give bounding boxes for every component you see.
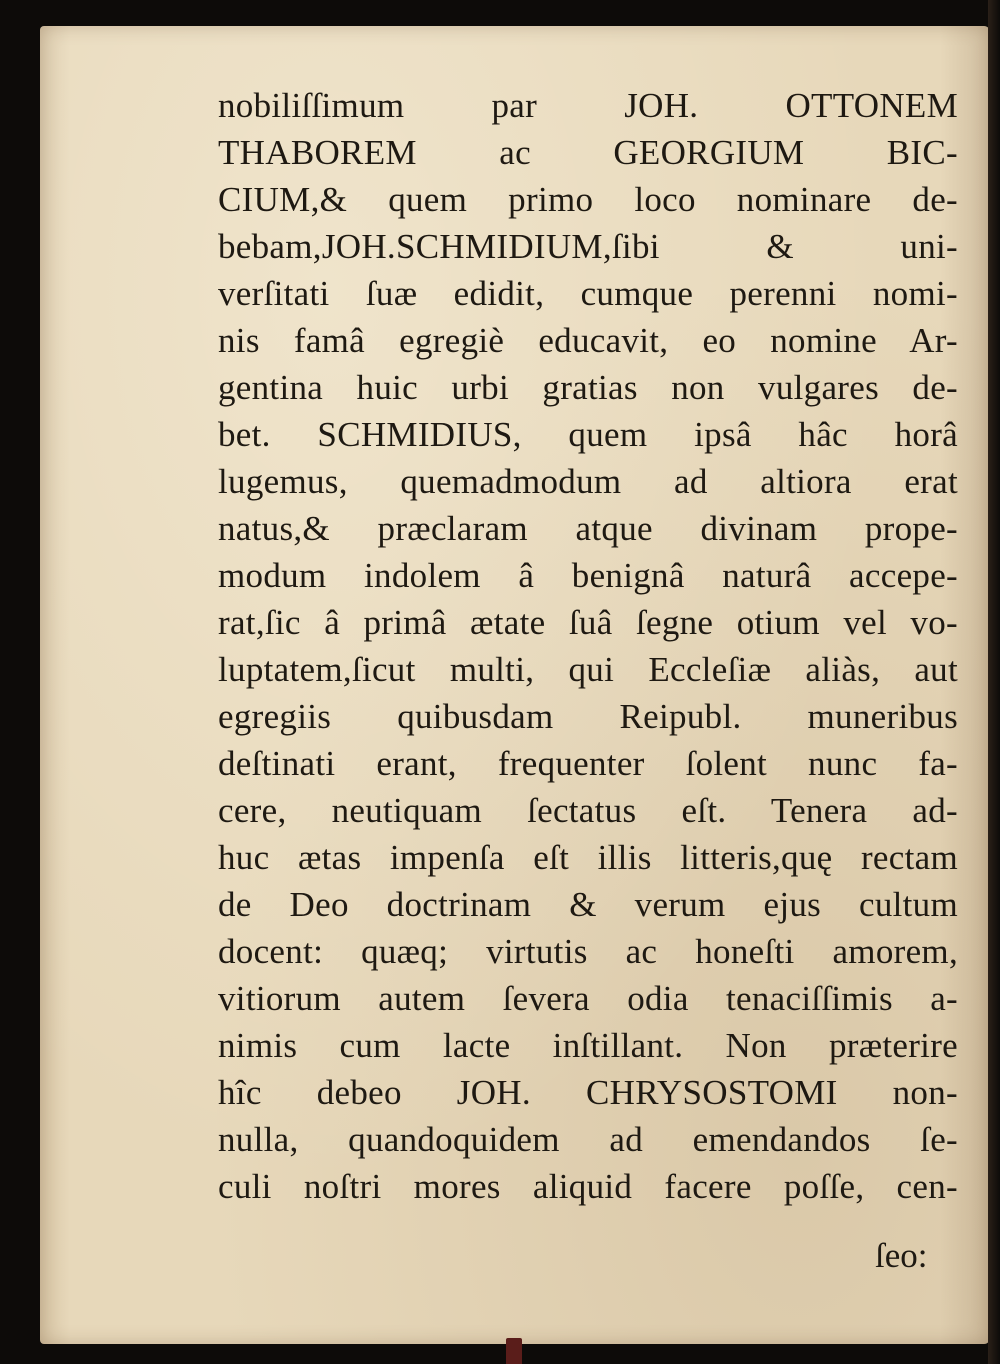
text-line: modum indolem â benignâ naturâ accepe- xyxy=(218,556,958,595)
page-edge-shadow xyxy=(988,0,1000,1364)
text-line: gentina huic urbi gratias non vulgares de- xyxy=(218,368,958,407)
text-line: verſitati ſuæ edidit, cumque perenni nomi- xyxy=(218,274,958,313)
text-line: hîc debeo JOH. CHRYSOSTOMI non- xyxy=(218,1073,958,1112)
text-line: nulla, quandoquidem ad emendandos ſe- xyxy=(218,1120,958,1159)
text-line: nis famâ egregiè educavit, eo nomine Ar- xyxy=(218,321,958,360)
text-line: natus,& præclaram atque divinam prope- xyxy=(218,509,958,548)
catchword: ſeo: xyxy=(875,1236,928,1275)
text-line: bebam,JOH.SCHMIDIUM,ſibi & uni- xyxy=(218,227,958,266)
text-line: CIUM,& quem primo loco nominare de- xyxy=(218,180,958,219)
body-text xyxy=(218,82,958,1210)
text-line: culi noſtri mores aliquid facere poſſe, cen- xyxy=(218,1167,958,1206)
text-line: docent: quæq; virtutis ac honeſti amorem, xyxy=(218,932,958,971)
text-line: cere, neutiquam ſectatus eſt. Tenera ad- xyxy=(218,791,958,830)
text-line: bet. SCHMIDIUS, quem ipsâ hâc horâ xyxy=(218,415,958,454)
text-line: deſtinati erant, frequenter ſolent nunc fa- xyxy=(218,744,958,783)
text-line: luptatem,ſicut multi, qui Eccleſiæ aliàs, aut xyxy=(218,650,958,689)
text-line: vitiorum autem ſevera odia tenaciſſimis a- xyxy=(218,979,958,1018)
text-line: nobiliſſimum par JOH. OTTONEM xyxy=(218,86,958,125)
text-line: nimis cum lacte inſtillant. Non præterire xyxy=(218,1026,958,1065)
text-line: de Deo doctrinam & verum ejus cultum xyxy=(218,885,958,924)
text-line: lugemus, quemadmodum ad altiora erat xyxy=(218,462,958,501)
text-line: egregiis quibusdam Reipubl. muneribus xyxy=(218,697,958,736)
text-line: huc ætas impenſa eſt illis litteris,quę rectam xyxy=(218,838,958,877)
text-line: THABOREM ac GEORGIUM BIC- xyxy=(218,133,958,172)
text-line: rat,ſic â primâ ætate ſuâ ſegne otium vel vo- xyxy=(218,603,958,642)
book-page xyxy=(40,26,990,1344)
bookmark-ribbon xyxy=(506,1338,522,1364)
